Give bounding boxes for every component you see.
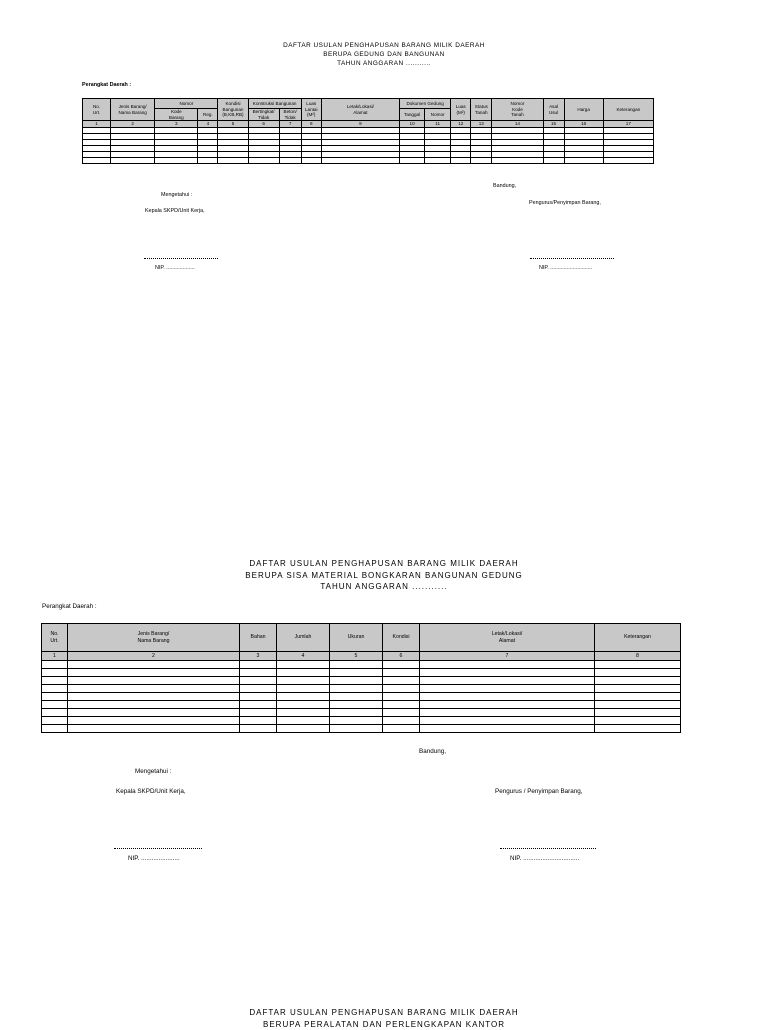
form2-colnum: 4 <box>277 652 330 661</box>
table-cell <box>68 725 240 733</box>
table-cell <box>330 701 383 709</box>
form1-hdr-kode-barang: Kode Barang <box>155 109 198 121</box>
form2-pengurus: Pengurus / Penyimpan Barang, <box>495 788 583 795</box>
form1-pengurus: Pengurus/Penyimpan Barang, <box>529 200 601 206</box>
form2-signature-line-right <box>500 848 596 849</box>
table-cell <box>68 677 240 685</box>
form1-hdr-kode-tanah: Nomor Kode Tanah <box>492 99 543 121</box>
table-cell <box>595 701 681 709</box>
table-cell <box>42 709 68 717</box>
form1-hdr-luas-lantai: Luas Lantai (M²) <box>301 99 321 121</box>
table-cell <box>420 725 595 733</box>
table-cell <box>595 709 681 717</box>
table-cell <box>42 693 68 701</box>
table-cell <box>420 661 595 669</box>
form2-nip-left: NIP. ...................... <box>128 855 180 862</box>
table-cell <box>68 669 240 677</box>
table-cell <box>330 661 383 669</box>
form1-colnum: 8 <box>301 121 321 128</box>
table-cell <box>330 709 383 717</box>
table-cell <box>543 157 564 163</box>
form2-kepala: Kepala SKPD/Unit Kerja, <box>116 788 186 795</box>
form2-hdr-bahan: Bahan <box>240 624 277 652</box>
table-cell <box>383 725 420 733</box>
table-cell <box>330 717 383 725</box>
form1-hdr-reg: Reg. <box>198 109 218 121</box>
form1-hdr-beton: Beton/ Tidak <box>279 109 301 121</box>
form2-signature-line-left <box>114 848 202 849</box>
table-cell <box>383 709 420 717</box>
table-row <box>42 685 681 693</box>
form2-nip-right: NIP. ................................ <box>510 855 579 862</box>
table-cell <box>564 157 603 163</box>
table-cell <box>42 717 68 725</box>
form1-colnum: 13 <box>471 121 492 128</box>
form1-hdr-nomor-dok: Nomor <box>425 109 451 121</box>
table-cell <box>42 661 68 669</box>
form1-colnum: 1 <box>83 121 111 128</box>
form2-table-body <box>42 661 681 733</box>
table-cell <box>330 669 383 677</box>
table-cell <box>277 677 330 685</box>
table-cell <box>68 661 240 669</box>
form1-title-line-3: TAHUN ANGGARAN ........... <box>0 59 768 68</box>
table-cell <box>321 157 399 163</box>
table-row <box>42 693 681 701</box>
form1-hdr-harga: Harga <box>564 99 603 121</box>
form1-perangkat-label: Perangkat Daerah : <box>82 82 131 88</box>
form1-colnum: 14 <box>492 121 543 128</box>
table-cell <box>383 685 420 693</box>
table-cell <box>240 661 277 669</box>
form1-colnum: 16 <box>564 121 603 128</box>
form1-hdr-konstruksi: Konstruksi Bangunan <box>248 99 301 109</box>
table-cell <box>595 717 681 725</box>
table-cell <box>595 693 681 701</box>
form1-colnum: 3 <box>155 121 198 128</box>
form3-title-line-1: DAFTAR USULAN PENGHAPUSAN BARANG MILIK DAERAH <box>0 1007 768 1019</box>
form1-title-line-1: DAFTAR USULAN PENGHAPUSAN BARANG MILIK DAERAH <box>0 41 768 50</box>
table-cell <box>277 725 330 733</box>
table-cell <box>420 717 595 725</box>
form2-hdr-keterangan: Keterangan <box>595 624 681 652</box>
form2-title-line-3: TAHUN ANGGARAN ........... <box>0 581 768 593</box>
table-cell <box>248 157 279 163</box>
form1-table <box>82 98 654 164</box>
form1-colnum: 10 <box>400 121 425 128</box>
form2-number-row <box>42 652 681 661</box>
table-cell <box>279 157 301 163</box>
form1-hdr-jenis: Jenis Barang/ Nama Barang <box>111 99 155 121</box>
table-row <box>42 725 681 733</box>
form1-number-row <box>83 121 654 128</box>
form2-colnum: 2 <box>68 652 240 661</box>
form2-hdr-jenis: Jenis Barang/ Nama Barang <box>68 624 240 652</box>
table-cell <box>42 725 68 733</box>
table-cell <box>420 677 595 685</box>
form1-hdr-no: No. Urt. <box>83 99 111 121</box>
form1-signature-line-right <box>530 258 614 259</box>
table-cell <box>492 157 543 163</box>
table-cell <box>277 701 330 709</box>
table-cell <box>68 693 240 701</box>
form1-colnum: 11 <box>425 121 451 128</box>
table-cell <box>603 157 653 163</box>
table-cell <box>240 685 277 693</box>
table-cell <box>42 669 68 677</box>
table-cell <box>425 157 451 163</box>
table-cell <box>595 685 681 693</box>
table-cell <box>111 157 155 163</box>
table-row <box>42 669 681 677</box>
table-cell <box>595 661 681 669</box>
table-cell <box>330 693 383 701</box>
form1-hdr-dokumen: Dokumen Gedung <box>400 99 451 109</box>
table-cell <box>83 157 111 163</box>
table-cell <box>240 709 277 717</box>
table-cell <box>330 677 383 685</box>
form2-colnum: 7 <box>420 652 595 661</box>
table-cell <box>301 157 321 163</box>
form2-colnum: 5 <box>330 652 383 661</box>
table-row <box>42 661 681 669</box>
form1-hdr-status: Status Tanah <box>471 99 492 121</box>
table-cell <box>68 717 240 725</box>
table-cell <box>42 677 68 685</box>
form1-colnum: 5 <box>218 121 248 128</box>
form1-hdr-bertingkat: Bertingkat/ Tidak <box>248 109 279 121</box>
table-cell <box>420 701 595 709</box>
form1-hdr-kondisi: Kondisi Bangunan (B,KB,RB) <box>218 99 248 121</box>
table-row <box>42 709 681 717</box>
table-cell <box>240 717 277 725</box>
form1-signature-line-left <box>144 258 218 259</box>
table-cell <box>420 669 595 677</box>
table-cell <box>277 685 330 693</box>
form1-hdr-asal: Asal Usul <box>543 99 564 121</box>
form1-colnum: 7 <box>279 121 301 128</box>
form2-hdr-kondisi: Kondisi <box>383 624 420 652</box>
form1-title-line-2: BERUPA GEDUNG DAN BANGUNAN <box>0 50 768 59</box>
table-cell <box>68 685 240 693</box>
table-cell <box>471 157 492 163</box>
table-row <box>42 701 681 709</box>
table-cell <box>383 701 420 709</box>
table-cell <box>155 157 198 163</box>
table-cell <box>42 685 68 693</box>
table-cell <box>330 685 383 693</box>
table-cell <box>277 661 330 669</box>
form3-title <box>0 1007 768 1030</box>
form2-table <box>41 623 681 733</box>
form1-hdr-keterangan: Keterangan <box>603 99 653 121</box>
form1-colnum: 6 <box>248 121 279 128</box>
form1-hdr-tanggal: Tanggal <box>400 109 425 121</box>
form1-place: Bandung, <box>493 183 516 189</box>
form2-hdr-ukuran: Ukuran <box>330 624 383 652</box>
form3-title-line-2: BERUPA PERALATAN DAN PERLENGKAPAN KANTOR <box>0 1019 768 1030</box>
table-cell <box>240 677 277 685</box>
table-row <box>42 677 681 685</box>
table-cell <box>420 693 595 701</box>
form1-colnum: 2 <box>111 121 155 128</box>
form1-colnum: 9 <box>321 121 399 128</box>
table-cell <box>277 669 330 677</box>
table-cell <box>240 693 277 701</box>
form2-colnum: 3 <box>240 652 277 661</box>
form2-place: Bandung, <box>419 748 446 755</box>
form1-title <box>0 41 768 68</box>
table-cell <box>277 717 330 725</box>
form1-colnum: 15 <box>543 121 564 128</box>
form1-hdr-letak: Letak/Lokasi/ Alamat <box>321 99 399 121</box>
table-cell <box>420 685 595 693</box>
form2-hdr-jumlah: Jumlah <box>277 624 330 652</box>
table-cell <box>451 157 471 163</box>
form2-title-line-2: BERUPA SISA MATERIAL BONGKARAN BANGUNAN GEDUNG <box>0 570 768 582</box>
table-cell <box>240 701 277 709</box>
table-row <box>83 157 654 163</box>
table-cell <box>277 693 330 701</box>
table-cell <box>240 725 277 733</box>
form2-perangkat-label: Perangkat Daerah : <box>42 603 97 610</box>
table-cell <box>240 669 277 677</box>
form2-title <box>0 558 768 593</box>
table-cell <box>595 669 681 677</box>
table-cell <box>383 669 420 677</box>
form1-colnum: 4 <box>198 121 218 128</box>
form2-colnum: 6 <box>383 652 420 661</box>
table-cell <box>68 701 240 709</box>
table-row <box>42 717 681 725</box>
form1-colnum: 12 <box>451 121 471 128</box>
form1-hdr-luas: Luas (M²) <box>451 99 471 121</box>
form1-hdr-nomor: Nomor <box>155 99 218 109</box>
form2-title-line-1: DAFTAR USULAN PENGHAPUSAN BARANG MILIK DAERAH <box>0 558 768 570</box>
form2-hdr-no: No. Urt. <box>42 624 68 652</box>
form1-nip-right: NIP. ............................ <box>539 265 592 271</box>
form2-mengetahui: Mengetahui : <box>135 768 171 775</box>
form1-kepala: Kepala SKPD/Unit Kerja, <box>145 208 205 214</box>
table-cell <box>420 709 595 717</box>
form1-colnum: 17 <box>603 121 653 128</box>
table-cell <box>277 709 330 717</box>
form1-mengetahui: Mengetahui : <box>161 192 192 198</box>
table-cell <box>400 157 425 163</box>
form2-colnum: 1 <box>42 652 68 661</box>
form2-colnum: 8 <box>595 652 681 661</box>
table-cell <box>330 725 383 733</box>
table-cell <box>68 709 240 717</box>
form1-table-body <box>83 127 654 163</box>
table-cell <box>198 157 218 163</box>
table-cell <box>595 677 681 685</box>
form2-hdr-letak: Letak/Lokasi/ Alamat <box>420 624 595 652</box>
table-cell <box>595 725 681 733</box>
table-cell <box>42 701 68 709</box>
form1-nip-left: NIP. ................... <box>155 265 195 271</box>
table-cell <box>218 157 248 163</box>
table-cell <box>383 693 420 701</box>
table-cell <box>383 717 420 725</box>
table-cell <box>383 677 420 685</box>
table-cell <box>383 661 420 669</box>
